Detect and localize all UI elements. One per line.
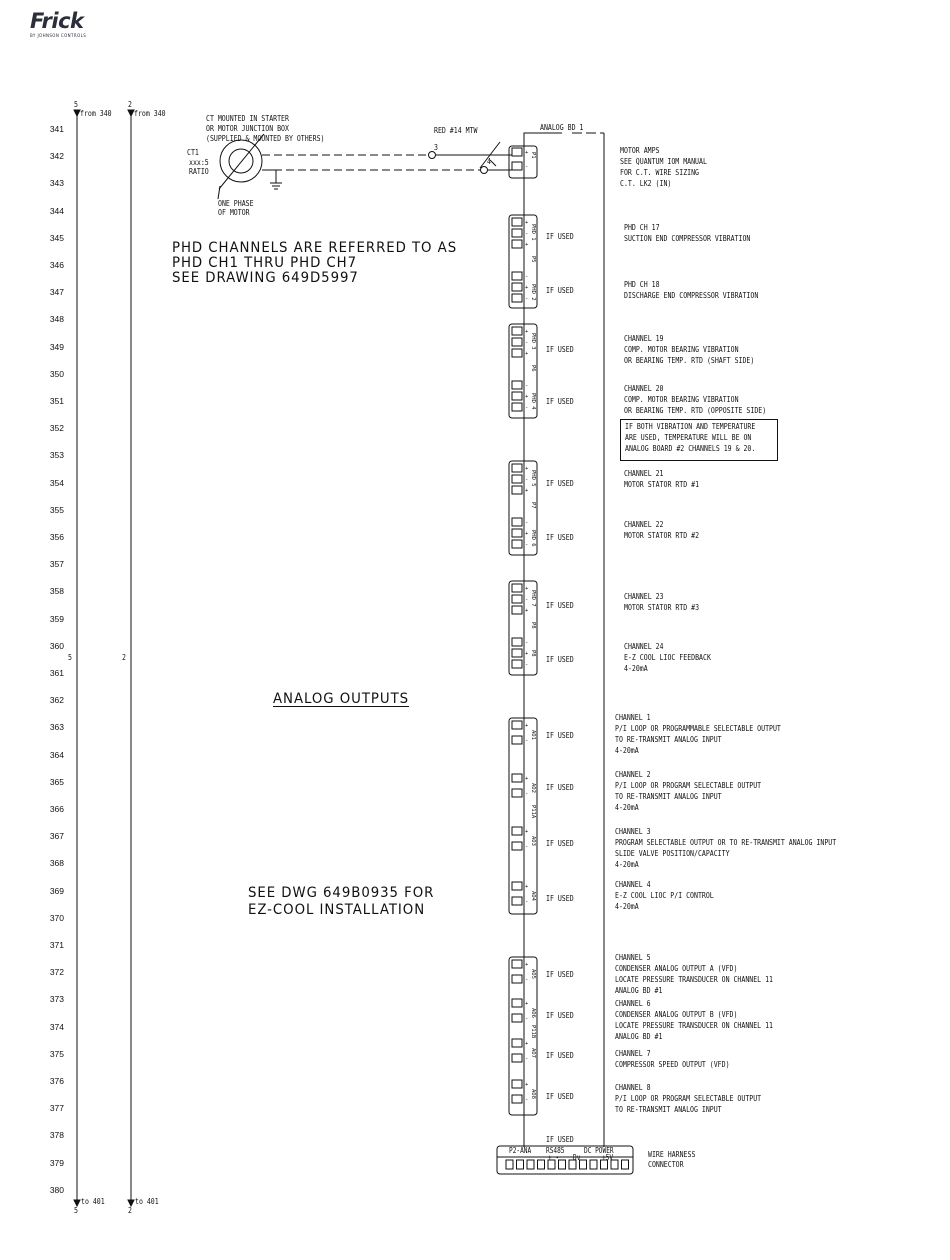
pin-polarity-label: + [525, 285, 529, 291]
connector-label-phd5: PHD 5 [530, 470, 536, 487]
row-number: 364 [49, 749, 64, 760]
channel-motor_amps-line3: FOR C.T. WIRE SIZING [620, 168, 699, 177]
pin-polarity-label: - [525, 662, 529, 668]
connector-pin [512, 736, 522, 744]
if-used-out8: IF USED [546, 1092, 574, 1101]
channel-out7-line2: COMPRESSOR SPEED OUTPUT (VFD) [615, 1060, 730, 1069]
note-box-line3: ANALOG BOARD #2 CHANNELS 19 & 20. [625, 444, 756, 453]
row-number: 380 [49, 1184, 64, 1195]
pin-polarity-label: - [525, 520, 529, 526]
row-number: 345 [49, 232, 64, 243]
ct-note-line3: (SUPPLIED & MOUNTED BY OTHERS) [206, 134, 325, 143]
connector-pin [512, 464, 522, 472]
connector-label-phd4: PHD 4 [530, 393, 536, 410]
row-number: 356 [49, 532, 64, 542]
connector-pin [512, 518, 522, 526]
connector-pin [512, 960, 522, 968]
connector-pin [512, 975, 522, 983]
channel-ch24-line2: E-Z COOL LIOC FEEDBACK [624, 653, 711, 662]
pin-polarity-label: - [525, 1056, 529, 1062]
if-used-ch22: IF USED [546, 533, 574, 542]
rail-right-from: from 340 [134, 109, 166, 118]
harness-pin [559, 1160, 566, 1169]
connector-label-p11a: P11A [530, 805, 536, 819]
row-number: 369 [49, 885, 64, 896]
row-number: 360 [49, 640, 64, 651]
connector-pin [512, 294, 522, 302]
connector-pin [512, 218, 522, 226]
channel-out1-line3: TO RE-TRANSMIT ANALOG INPUT [615, 735, 722, 744]
pin-polarity-label: + [525, 488, 529, 494]
pin-polarity-label: - [525, 597, 529, 603]
pin-polarity-label: - [525, 340, 529, 346]
channel-out7-line1: CHANNEL 7 [615, 1049, 651, 1058]
rail-right-top-num: 2 [128, 100, 132, 109]
analog-board-title: ANALOG BD 1 [540, 123, 584, 132]
connector-label-ao2: AO2 [530, 783, 536, 793]
connector-pin [512, 660, 522, 668]
ct-note-line1: CT MOUNTED IN STARTER [206, 114, 289, 123]
row-number: 357 [49, 559, 64, 570]
ct-wire-label: RED #14 MTW [434, 126, 478, 135]
if-used-ch21: IF USED [546, 479, 574, 488]
rail-left-bottom-num: 5 [74, 1206, 78, 1215]
row-number: 363 [49, 722, 64, 733]
phd-note-line3: SEE DRAWING 649D5997 [172, 270, 359, 286]
terminal-4 [481, 167, 488, 174]
harness-pin [538, 1160, 545, 1169]
connector-pin [512, 1054, 522, 1062]
connector-label-ao4: AO4 [530, 891, 536, 901]
if-used-out3: IF USED [546, 839, 574, 848]
ezcool-note-line1: SEE DWG 649B0935 FOR [248, 885, 435, 901]
channel-out1-line4: 4-20mA [615, 746, 639, 755]
row-number: 362 [49, 695, 64, 706]
channel-out6-line4: ANALOG BD #1 [615, 1032, 663, 1041]
channel-out5-line4: ANALOG BD #1 [615, 986, 663, 995]
channel-ch20-line2: COMP. MOTOR BEARING VIBRATION [624, 395, 739, 404]
channel-out5-line3: LOCATE PRESSURE TRANSDUCER ON CHANNEL 11 [615, 975, 773, 984]
connector-pin [512, 349, 522, 357]
channel-ch18-line2: DISCHARGE END COMPRESSOR VIBRATION [624, 291, 759, 300]
pin-polarity-label: + [525, 1001, 529, 1007]
pin-polarity-label: - [525, 164, 529, 170]
pin-polarity-label: - [525, 296, 529, 302]
channel-ch19-line1: CHANNEL 19 [624, 334, 664, 343]
connector-pin [512, 595, 522, 603]
row-number: 379 [49, 1157, 64, 1168]
row-number: 376 [49, 1076, 64, 1086]
connector-pin [512, 606, 522, 614]
channel-ch17-line1: PHD CH 17 [624, 223, 660, 232]
if-used-ch17: IF USED [546, 232, 574, 241]
ct-ratio-label: RATIO [189, 167, 209, 176]
pin-polarity-label: + [525, 1082, 529, 1088]
ct-phase-line1: ONE PHASE [218, 199, 254, 208]
ct-node-4: 4 [487, 157, 491, 166]
connector-label-p7: P7 [530, 502, 536, 509]
row-number: 350 [49, 368, 64, 379]
pin-polarity-label: + [525, 242, 529, 248]
pin-polarity-label: + [525, 586, 529, 592]
harness-dc-power-label: DC POWER [584, 1146, 614, 1155]
channel-ch21-line2: MOTOR STATOR RTD #1 [624, 480, 700, 489]
harness-dv-label: Dv [573, 1153, 581, 1162]
pin-polarity-label: + [525, 329, 529, 335]
row-number: 365 [49, 776, 64, 787]
ct-label: CT1 [187, 148, 199, 157]
connector-pin [512, 229, 522, 237]
note-box-line2: ARE USED, TEMPERATURE WILL BE ON [625, 433, 752, 442]
connector-label-p1: P1 [530, 152, 536, 159]
channel-out6-line1: CHANNEL 6 [615, 999, 651, 1008]
ct-node-3: 3 [434, 143, 438, 152]
connector-label-p11b: P11B [530, 1025, 536, 1039]
connector-label-phd3: PHD 3 [530, 333, 536, 350]
pin-polarity-label: - [525, 1016, 529, 1022]
pin-polarity-label: + [525, 150, 529, 156]
pin-polarity-label: + [525, 531, 529, 537]
connector-label-phd1: PHD 1 [530, 224, 536, 241]
if-used-out7: IF USED [546, 1051, 574, 1060]
channel-out8-line1: CHANNEL 8 [615, 1083, 651, 1092]
connector-pin [512, 1095, 522, 1103]
channel-ch22-line1: CHANNEL 22 [624, 520, 664, 529]
connector-pin [512, 649, 522, 657]
pin-polarity-label: - [525, 1097, 529, 1103]
note-box-line1: IF BOTH VIBRATION AND TEMPERATURE [625, 422, 756, 431]
channel-ch19-line3: OR BEARING TEMP. RTD (SHAFT SIDE) [624, 356, 755, 365]
connector-pin [512, 148, 522, 156]
bearing-note-box [620, 419, 778, 461]
row-number: 377 [49, 1103, 64, 1114]
pin-polarity-label: - [525, 899, 529, 905]
row-number: 344 [49, 205, 64, 216]
connector-label-ao3: AO3 [530, 836, 536, 846]
pin-polarity-label: + [525, 723, 529, 729]
row-number: 371 [49, 940, 64, 950]
pin-polarity-label: + [525, 1041, 529, 1047]
pin-polarity-label: + [525, 884, 529, 890]
harness-pin [590, 1160, 597, 1169]
harness-pin [517, 1160, 524, 1169]
channel-ch24-line3: 4-20mA [624, 664, 648, 673]
row-number: 342 [49, 151, 64, 162]
connector-pin [512, 162, 522, 170]
pin-polarity-label: + [525, 776, 529, 782]
channel-out8-line3: TO RE-TRANSMIT ANALOG INPUT [615, 1105, 722, 1114]
connector-pin [512, 1014, 522, 1022]
row-number: 352 [49, 423, 64, 434]
rail-left-from: from 340 [80, 109, 112, 118]
harness-label-line2: CONNECTOR [648, 1160, 684, 1169]
connector-pin [512, 999, 522, 1007]
phd-note-line2: PHD CH1 THRU PHD CH7 [172, 255, 358, 271]
pin-polarity-label: - [525, 383, 529, 389]
pin-polarity-label: - [525, 791, 529, 797]
row-number: 353 [49, 450, 64, 461]
pin-polarity-label: - [525, 231, 529, 237]
pin-polarity-label: - [525, 844, 529, 850]
harness-p2-label: P2-ANA [509, 1146, 532, 1155]
pin-polarity-label: + [525, 608, 529, 614]
channel-ch23-line2: MOTOR STATOR RTD #3 [624, 603, 700, 612]
harness-pm-label: + - [548, 1153, 560, 1162]
connector-pin [512, 338, 522, 346]
connector-pin [512, 475, 522, 483]
channel-ch19-line2: COMP. MOTOR BEARING VIBRATION [624, 345, 739, 354]
harness-pin [506, 1160, 513, 1169]
harness-pin [622, 1160, 629, 1169]
pin-polarity-label: + [525, 651, 529, 657]
pin-polarity-label: - [525, 274, 529, 280]
channel-out1-line1: CHANNEL 1 [615, 713, 651, 722]
connector-pin [512, 638, 522, 646]
row-number: 355 [49, 504, 64, 515]
connector-pin [512, 882, 522, 890]
channel-ch21-line1: CHANNEL 21 [624, 469, 664, 478]
row-number: 374 [49, 1021, 64, 1032]
if-used-ch18: IF USED [546, 286, 574, 295]
row-number: 375 [49, 1048, 64, 1059]
ct-ratio: xxx:5 [189, 158, 209, 167]
connector-label-p6: P6 [530, 365, 536, 372]
connector-pin [512, 392, 522, 400]
channel-out4-line3: 4-20mA [615, 902, 639, 911]
pin-polarity-label: - [525, 542, 529, 548]
channel-out4-line1: CHANNEL 4 [615, 880, 651, 889]
connector-label-ao5: AO5 [530, 969, 536, 979]
channel-out5-line2: CONDENSER ANALOG OUTPUT A (VFD) [615, 964, 738, 973]
connector-pin [512, 283, 522, 291]
harness-label-line1: WIRE HARNESS [648, 1150, 696, 1159]
connector-pin [512, 584, 522, 592]
connector-pin [512, 1080, 522, 1088]
pin-polarity-label: - [525, 405, 529, 411]
ct-outer-circle [220, 140, 262, 182]
channel-out6-line3: LOCATE PRESSURE TRANSDUCER ON CHANNEL 11 [615, 1021, 773, 1030]
connector-pin [512, 789, 522, 797]
channel-out3-line4: 4-20mA [615, 860, 639, 869]
rail-left-to: to 401 [81, 1197, 105, 1206]
channel-out2-line2: P/I LOOP OR PROGRAM SELECTABLE OUTPUT [615, 781, 762, 790]
connector-pin [512, 540, 522, 548]
channel-out1-line2: P/I LOOP OR PROGRAMMABLE SELECTABLE OUTPUT [615, 724, 781, 733]
if-used-out6: IF USED [546, 1011, 574, 1020]
if-used-ch19: IF USED [546, 345, 574, 354]
if-used-out4: IF USED [546, 894, 574, 903]
connector-label-ao8: AO8 [530, 1089, 536, 1099]
row-number: 346 [49, 260, 64, 270]
channel-out5-line1: CHANNEL 5 [615, 953, 651, 962]
connector-label-phd2: PHD 2 [530, 284, 536, 301]
row-number: 367 [49, 831, 64, 842]
connector-pin [512, 1039, 522, 1047]
row-number: 358 [49, 586, 64, 597]
connector-label-p8: P8 [530, 650, 536, 657]
channel-out6-line2: CONDENSER ANALOG OUTPUT B (VFD) [615, 1010, 738, 1019]
channel-ch24-line1: CHANNEL 24 [624, 642, 664, 651]
channel-out3-line1: CHANNEL 3 [615, 827, 651, 836]
row-number: 348 [49, 314, 64, 325]
pin-polarity-label: + [525, 466, 529, 472]
row-number: 359 [49, 613, 64, 624]
harness-rs485-label: RS485 [546, 1146, 565, 1155]
connector-pin [512, 381, 522, 389]
row-number: 378 [49, 1130, 64, 1141]
channel-ch17-line2: SUCTION END COMPRESSOR VIBRATION [624, 234, 751, 243]
connector-label-p5: P5 [530, 256, 536, 263]
connector-pin [512, 486, 522, 494]
rail-left-top-num: 5 [74, 100, 78, 109]
if-used-out2: IF USED [546, 783, 574, 792]
row-number: 368 [49, 858, 64, 869]
connector-pin [512, 240, 522, 248]
row-number: 366 [49, 804, 64, 814]
connector-pin [512, 403, 522, 411]
phd-note-line1: PHD CHANNELS ARE REFERRED TO AS [172, 240, 458, 256]
if-used-ch20: IF USED [546, 397, 574, 406]
row-number: 354 [49, 477, 64, 488]
if-used-ch24: IF USED [546, 655, 574, 664]
connector-label-p8: P8 [530, 622, 536, 629]
connector-label-ao7: AO7 [530, 1048, 536, 1058]
if-used-out1: IF USED [546, 731, 574, 740]
rail-right-to: to 401 [135, 1197, 159, 1206]
rail-right-mid-num: 2 [122, 653, 126, 662]
connector-pin [512, 721, 522, 729]
analog-outputs-title: ANALOG OUTPUTS [273, 691, 410, 707]
if-used-harness: IF USED [546, 1135, 574, 1144]
channel-motor_amps-line2: SEE QUANTUM IOM MANUAL [620, 157, 707, 166]
connector-pin [512, 327, 522, 335]
connector-pin [512, 272, 522, 280]
channel-motor_amps-line4: C.T. LK2 (IN) [620, 179, 672, 188]
row-number: 361 [49, 668, 64, 678]
channel-motor_amps-line1: MOTOR AMPS [620, 146, 660, 155]
channel-out3-line2: PROGRAM SELECTABLE OUTPUT OR TO RE-TRANSMIT ANALOG INPUT [615, 838, 837, 847]
pin-polarity-label: + [525, 351, 529, 357]
row-number: 349 [49, 341, 64, 352]
channel-out3-line3: SLIDE VALVE POSITION/CAPACITY [615, 849, 730, 858]
ct-note-line2: OR MOTOR JUNCTION BOX [206, 124, 289, 133]
channel-ch20-line1: CHANNEL 20 [624, 384, 664, 393]
harness-5v-label: +5V [602, 1153, 614, 1162]
connector-pin [512, 827, 522, 835]
ct-phase-line2: OF MOTOR [218, 208, 250, 217]
channel-ch23-line1: CHANNEL 23 [624, 592, 664, 601]
pin-polarity-label: + [525, 829, 529, 835]
connector-pin [512, 897, 522, 905]
connector-label-phd6: PHD 6 [530, 530, 536, 547]
pin-polarity-label: + [525, 962, 529, 968]
logo-subtitle: BY JOHNSON CONTROLS [30, 33, 87, 38]
channel-ch18-line1: PHD CH 18 [624, 280, 660, 289]
logo-wordmark: Frick [30, 9, 84, 33]
connector-pin [512, 529, 522, 537]
row-number: 370 [49, 912, 64, 923]
pin-polarity-label: + [525, 394, 529, 400]
connector-label-ao6: AO6 [530, 1008, 536, 1018]
connector-label-phd7: PHD 7 [530, 590, 536, 607]
connector-pin [512, 774, 522, 782]
rail-right-bottom-num: 2 [128, 1206, 132, 1215]
ezcool-note-line2: EZ-COOL INSTALLATION [248, 902, 426, 918]
channel-out2-line1: CHANNEL 2 [615, 770, 651, 779]
channel-ch20-line3: OR BEARING TEMP. RTD (OPPOSITE SIDE) [624, 406, 767, 415]
if-used-out5: IF USED [546, 970, 574, 979]
pin-polarity-label: + [525, 220, 529, 226]
row-number: 351 [49, 396, 64, 406]
connector-pin [512, 842, 522, 850]
row-number: 373 [49, 994, 64, 1005]
row-number: 347 [49, 287, 64, 298]
harness-pin [527, 1160, 534, 1169]
connector-label-ao1: AO1 [530, 730, 536, 740]
row-number: 341 [49, 124, 64, 134]
if-used-ch23: IF USED [546, 601, 574, 610]
channel-out2-line3: TO RE-TRANSMIT ANALOG INPUT [615, 792, 722, 801]
channel-ch22-line2: MOTOR STATOR RTD #2 [624, 531, 700, 540]
channel-out4-line2: E-Z COOL LIOC P/I CONTROL [615, 891, 714, 900]
pin-polarity-label: - [525, 640, 529, 646]
channel-out2-line4: 4-20mA [615, 803, 639, 812]
pin-polarity-label: - [525, 977, 529, 983]
row-number: 343 [49, 178, 64, 189]
rail-left-mid-num: 5 [68, 653, 72, 662]
channel-out8-line2: P/I LOOP OR PROGRAM SELECTABLE OUTPUT [615, 1094, 762, 1103]
row-number: 372 [49, 967, 64, 978]
pin-polarity-label: - [525, 477, 529, 483]
harness-pin [580, 1160, 587, 1169]
pin-polarity-label: - [525, 738, 529, 744]
